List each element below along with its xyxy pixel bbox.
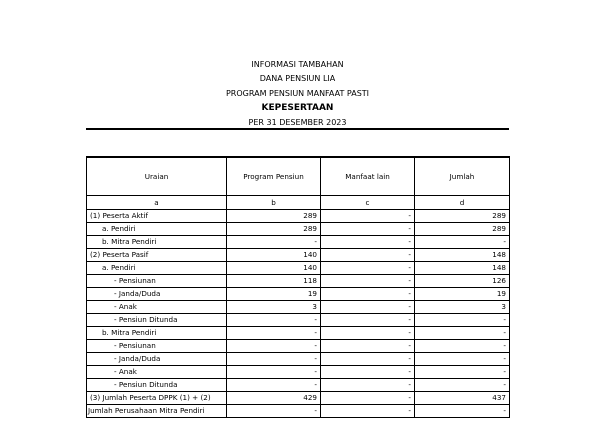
- table-row: [87, 301, 510, 314]
- table-row: [87, 379, 510, 392]
- header-line-3: PROGRAM PENSIUN MANFAAT PASTI: [225, 89, 370, 98]
- row-label: - Pensiun Ditunda: [87, 314, 227, 327]
- jumlah-value: 289: [415, 210, 510, 223]
- manfaat-lain-value: -: [321, 210, 415, 223]
- manfaat-lain-value: -: [321, 249, 415, 262]
- table-row: [87, 327, 510, 340]
- report-date: PER 31 DESEMBER 2023: [248, 118, 347, 127]
- jumlah-value: -: [415, 340, 510, 353]
- program-pensiun-value: 429: [227, 392, 321, 405]
- jumlah-value: 3: [415, 301, 510, 314]
- manfaat-lain-value: -: [321, 392, 415, 405]
- table-row: [87, 314, 510, 327]
- row-label: b. Mitra Pendiri: [87, 236, 227, 249]
- manfaat-lain-value: -: [321, 301, 415, 314]
- table-row: [87, 275, 510, 288]
- table-row: [87, 392, 510, 405]
- program-pensiun-value: -: [227, 366, 321, 379]
- program-pensiun-value: 19: [227, 288, 321, 301]
- table-row: [87, 340, 510, 353]
- jumlah-value: -: [415, 314, 510, 327]
- table-row: [87, 262, 510, 275]
- column-header-program-pensiun: Program Pensiun: [227, 157, 321, 196]
- jumlah-value: 289: [415, 223, 510, 236]
- jumlah-value: 19: [415, 288, 510, 301]
- row-label: a. Pendiri: [87, 262, 227, 275]
- manfaat-lain-value: -: [321, 262, 415, 275]
- jumlah-value: -: [415, 327, 510, 340]
- table-row: [87, 236, 510, 249]
- manfaat-lain-value: -: [321, 288, 415, 301]
- row-label: - Pensiun Ditunda: [87, 379, 227, 392]
- row-label: - Anak: [87, 301, 227, 314]
- column-header-uraian: Uraian: [87, 157, 227, 196]
- jumlah-value: 148: [415, 249, 510, 262]
- row-label: - Anak: [87, 366, 227, 379]
- row-label: - Janda/Duda: [87, 353, 227, 366]
- table-row: [87, 249, 510, 262]
- program-pensiun-value: 140: [227, 262, 321, 275]
- row-label: (3) Jumlah Peserta DPPK (1) + (2): [87, 392, 227, 405]
- manfaat-lain-value: -: [321, 366, 415, 379]
- column-letter-row: [87, 196, 510, 210]
- manfaat-lain-value: -: [321, 340, 415, 353]
- row-label: b. Mitra Pendiri: [87, 327, 227, 340]
- program-pensiun-value: 3: [227, 301, 321, 314]
- table-row: [87, 288, 510, 301]
- row-label: - Pensiunan: [87, 340, 227, 353]
- manfaat-lain-value: -: [321, 327, 415, 340]
- program-pensiun-value: -: [227, 353, 321, 366]
- program-pensiun-value: -: [227, 327, 321, 340]
- program-pensiun-value: 140: [227, 249, 321, 262]
- jumlah-value: 437: [415, 392, 510, 405]
- program-pensiun-value: -: [227, 236, 321, 249]
- program-pensiun-value: 289: [227, 223, 321, 236]
- table-row: [87, 210, 510, 223]
- jumlah-value: 126: [415, 275, 510, 288]
- table-header-row: [87, 157, 510, 196]
- header-line-2: DANA PENSIUN LIA: [259, 74, 336, 83]
- jumlah-value: -: [415, 379, 510, 392]
- program-pensiun-value: -: [227, 314, 321, 327]
- program-pensiun-value: 289: [227, 210, 321, 223]
- column-header-manfaat-lain: Manfaat lain: [321, 157, 415, 196]
- jumlah-value: -: [415, 405, 510, 418]
- program-pensiun-value: -: [227, 340, 321, 353]
- jumlah-value: -: [415, 366, 510, 379]
- table-row: [87, 353, 510, 366]
- manfaat-lain-value: -: [321, 223, 415, 236]
- page-title: KEPESERTAAN: [261, 103, 334, 113]
- jumlah-value: 148: [415, 262, 510, 275]
- column-header-jumlah: Jumlah: [415, 157, 510, 196]
- table-row: [87, 366, 510, 379]
- kepesertaan-table: [86, 156, 510, 418]
- header-divider: [86, 128, 509, 130]
- row-label: - Janda/Duda: [87, 288, 227, 301]
- column-letter-b: b: [227, 196, 321, 210]
- program-pensiun-value: 118: [227, 275, 321, 288]
- column-letter-a: a: [87, 196, 227, 210]
- row-label: a. Pendiri: [87, 223, 227, 236]
- row-label: (2) Peserta Pasif: [87, 249, 227, 262]
- jumlah-value: -: [415, 353, 510, 366]
- row-label: Jumlah Perusahaan Mitra Pendiri: [87, 405, 227, 418]
- header-line-1: INFORMASI TAMBAHAN: [251, 60, 344, 69]
- manfaat-lain-value: -: [321, 379, 415, 392]
- column-letter-d: d: [415, 196, 510, 210]
- manfaat-lain-value: -: [321, 314, 415, 327]
- table-row: [87, 223, 510, 236]
- manfaat-lain-value: -: [321, 405, 415, 418]
- table-row: [87, 405, 510, 418]
- manfaat-lain-value: -: [321, 236, 415, 249]
- program-pensiun-value: -: [227, 405, 321, 418]
- manfaat-lain-value: -: [321, 275, 415, 288]
- manfaat-lain-value: -: [321, 353, 415, 366]
- jumlah-value: -: [415, 236, 510, 249]
- column-letter-c: c: [321, 196, 415, 210]
- row-label: (1) Peserta Aktif: [87, 210, 227, 223]
- program-pensiun-value: -: [227, 379, 321, 392]
- row-label: - Pensiunan: [87, 275, 227, 288]
